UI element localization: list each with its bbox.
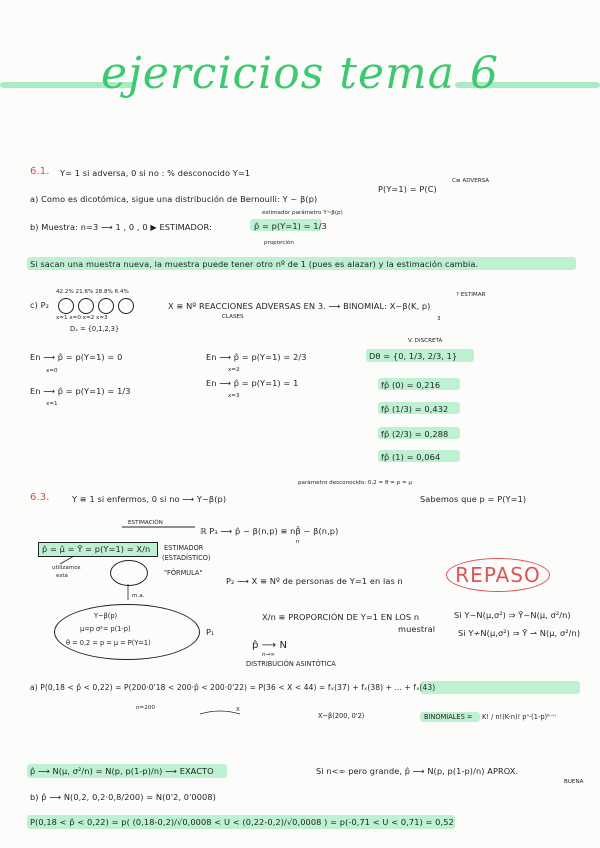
estimar-note: ? ESTIMAR bbox=[456, 292, 486, 298]
r-p3-n: n bbox=[296, 539, 300, 545]
utilizamos-label: utilizamos bbox=[52, 565, 81, 571]
domain-dx: Dₓ = {0,1,2,3} bbox=[70, 325, 120, 333]
sabemos-line: Sabemos que p = P(Y=1) bbox=[420, 494, 527, 504]
binomial-dist: X~β(200, 0'2) bbox=[318, 712, 365, 720]
sentence-new-sample: Si sacan una muestra nueva, la muestra puede tener otro nº de 1 (pues es alazar) y la estimación cambia. bbox=[30, 259, 479, 269]
estimator-value: p̂ = p(Y=1) = 1/3 bbox=[254, 221, 327, 231]
f-hat-0: fp̂ (0) = 0,216 bbox=[381, 380, 441, 390]
f-hat-1: fp̂ (1) = 0,064 bbox=[381, 452, 441, 462]
exercise-6-3-intro: Y ≡ 1 si enfermos, 0 si no ⟶ Y~β(p) bbox=[72, 494, 227, 504]
approx-distribution: Si n<∞ pero grande, p̂ ⟶ N(p, p(1-p)/n) APROX. bbox=[316, 766, 519, 776]
buena-label: BUENA bbox=[564, 779, 584, 785]
ma-label: m.a. bbox=[132, 593, 145, 599]
note-c-adversa: C≡ ADVERSA bbox=[452, 178, 490, 184]
en-x0-label: x=0 bbox=[46, 368, 58, 374]
formula-pyc: P(Y=1) = P(C) bbox=[378, 184, 437, 194]
p1-label: P₁ bbox=[206, 627, 215, 637]
estadistico-label: (ESTADÍSTICO) bbox=[162, 554, 211, 562]
repaso-rule-1: Si Y~N(μ,σ²) ⇒ Ȳ~N(μ, σ²/n) bbox=[454, 610, 571, 620]
estimator-formula: p̂ = μ̂ = Ȳ = p(Y=1) = X/n bbox=[42, 544, 151, 554]
en-x1-label: x=1 bbox=[46, 401, 58, 407]
en-x2-label: x=2 bbox=[228, 367, 240, 373]
repaso-badge bbox=[446, 558, 550, 592]
estimator-note: estimador parámetro Y~β(p) bbox=[262, 210, 343, 216]
exercise-number-6-3: 6.3. bbox=[30, 492, 50, 503]
repaso-text: REPASO bbox=[455, 563, 541, 587]
binomiales-label: BINOMIALES = bbox=[424, 713, 473, 721]
oval-line-1: Y~β(p) bbox=[94, 612, 118, 620]
esta-label: esta bbox=[56, 573, 68, 579]
binomial-definition: X ≡ Nº REACCIONES ADVERSAS EN 3. ⟶ BINOMIAL: X~β(K, p) bbox=[168, 301, 431, 311]
oval-line-3: θ = 0,2 = p = μ = P(Y=1) bbox=[66, 639, 151, 647]
r-p3-line: ℝ P₃ ⟶ p̂ ~ β(n,p) ≡ nβ̂ ~ β(n,p) bbox=[200, 526, 339, 536]
en-x1: En ⟶ p̂ = p(Y=1) = 1/3 bbox=[30, 386, 131, 396]
clases-label: CLASES bbox=[222, 314, 244, 320]
proportion-label: proporción bbox=[264, 240, 294, 246]
xn-line: X/n ≡ PROPORCIÓN DE Y=1 EN LOS n bbox=[262, 612, 420, 622]
en-x3-label: x=3 bbox=[228, 393, 240, 399]
f-hat-1-3: fp̂ (1/3) = 0,432 bbox=[381, 404, 449, 414]
sample-circle bbox=[118, 298, 134, 314]
asymptotic-sub: n→∞ bbox=[262, 652, 275, 658]
asymptotic-formula: p̂ ⟶ N bbox=[252, 640, 288, 651]
final-probability: P(0,18 < p̂ < 0,22) = p( (0,18-0,2)/√0,0008 < U < (0,22-0,2)/√0,0008 ) = p(-0,71 < U < 0,71) = 0,52 bbox=[30, 817, 454, 827]
en-x3: En ⟶ p̂ = p(Y=1) = 1 bbox=[206, 378, 299, 388]
exercise-number-6-1: 6.1. bbox=[30, 166, 50, 177]
page-title: ejercicios tema 6 bbox=[101, 48, 499, 99]
formula-label: "FÓRMULA" bbox=[164, 569, 203, 577]
equation-a: a) P(0,18 < p̂ < 0,22) = P(200·0'18 < 200·p̂ < 200·0'22) = P(36 < X < 44) = fₓ(37) + fₓ(38) + ... + fₓ(43) bbox=[30, 683, 436, 692]
f-hat-2-3: fp̂ (2/3) = 0,288 bbox=[381, 429, 449, 439]
sample-circle bbox=[78, 298, 94, 314]
x-values: x=1 x=0 x=2 x=3 bbox=[56, 315, 108, 321]
estimador-label: ESTIMADOR bbox=[164, 544, 204, 552]
equation-a-n: n=200 bbox=[136, 705, 155, 711]
en-x0: En ⟶ p̂ = p(Y=1) = 0 bbox=[30, 352, 123, 362]
sample-circle bbox=[58, 298, 74, 314]
p2-line: P₂ ⟶ X ≡ Nº de personas de Y=1 en las n bbox=[226, 576, 403, 586]
param-note: parámetro desconocido: 0,2 = θ = p = μ bbox=[298, 480, 412, 486]
estimacion-label: ESTIMACIÓN bbox=[128, 520, 163, 526]
exercise-6-1-intro: Y= 1 si adversa, 0 si no : % desconocido Y=1 bbox=[60, 168, 251, 178]
dist-asintotica: DISTRIBUCIÓN ASINTÓTICA bbox=[246, 660, 336, 668]
muestral-label: muestral bbox=[398, 624, 436, 634]
repaso-rule-2: Si Y≁N(μ,σ²) ⇒ Ȳ ⇀ N(μ, σ²/n) bbox=[458, 628, 581, 638]
equation-a-x: X bbox=[236, 707, 240, 713]
binomial-k: 3 bbox=[437, 316, 441, 322]
sample-group-circle bbox=[110, 560, 148, 586]
discreta-label: V. DISCRETA bbox=[408, 338, 443, 344]
equation-b: b) p̂ ⟶ N(0,2, 0,2·0,8/200) = N(0'2, 0'0008) bbox=[30, 792, 216, 802]
answer-c-label: c) P₂ bbox=[30, 300, 50, 310]
percentages: 42.2% 21.6% 28.8% 6.4% bbox=[56, 289, 129, 295]
oval-line-2: μ=p σ²= p(1-p) bbox=[80, 625, 131, 633]
answer-b-label: b) Muestra: n=3 ⟶ 1 , 0 , 0 ▶ ESTIMADOR: bbox=[30, 222, 212, 232]
binomial-formula: K! / n!(K-n)! pⁿ·(1-p)ᴷ⁻ⁿ bbox=[482, 713, 556, 721]
en-x2: En ⟶ p̂ = p(Y=1) = 2/3 bbox=[206, 352, 307, 362]
answer-a: a) Como es dicotómica, sigue una distribución de Bernoulli: Y ~ β(p) bbox=[30, 194, 318, 204]
sample-circle bbox=[98, 298, 114, 314]
binomial-sum-highlight bbox=[420, 681, 580, 694]
domain-dtheta: Dθ = {0, 1/3, 2/3, 1} bbox=[369, 351, 458, 361]
exact-distribution: p̂ ⟶ N(μ, σ²/n) = N(p, p(1-p)/n) ⟶ EXACTO bbox=[30, 766, 214, 776]
